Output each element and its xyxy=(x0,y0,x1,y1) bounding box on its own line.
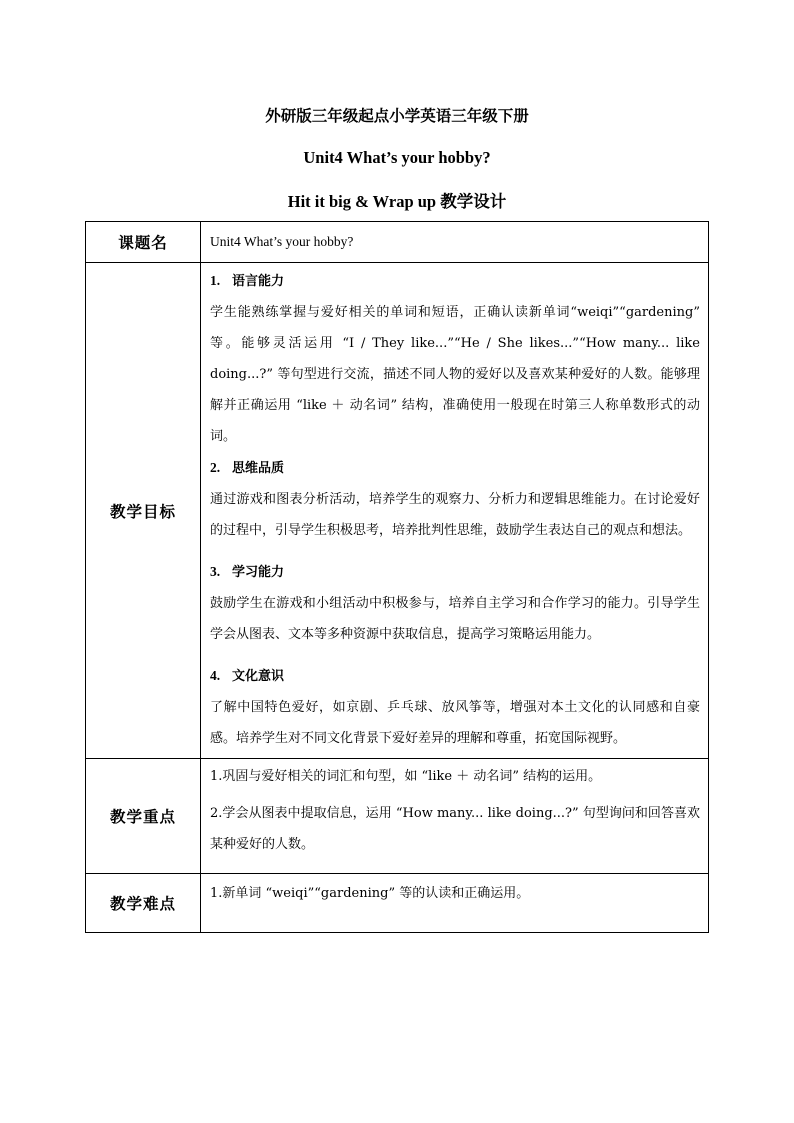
goal-text: 鼓励学生在游戏和小组活动中积极参与，培养自主学习和合作学习的能力。引导学生学会从图表、文本等多种资源中获取信息，提高学习策略运用能力。 xyxy=(210,596,700,642)
topic-value-text: Unit4 What’s your hobby? xyxy=(210,233,354,249)
goal-text: 了解中国特色爱好，如京剧、乒乓球、放风筝等，增强对本土文化的认同感和自豪感。培养学生对不同文化背景下爱好差异的理解和尊重，拓宽国际视野。 xyxy=(210,700,700,746)
goal-number: 4. xyxy=(210,668,221,683)
goal-section-heading xyxy=(210,660,700,692)
goal-text: 通过游戏和图表分析活动，培养学生的观察力、分析力和逻辑思维能力。在讨论爱好的过程中，引导学生积极思考，培养批判性思维，鼓励学生表达自己的观点和想法。 xyxy=(210,492,700,538)
difficulty-item: 1.新单词 “weiqi”“gardening” 等的认读和正确运用。 xyxy=(210,886,530,901)
goal-section-1 xyxy=(210,265,700,452)
goal-text: 学生能熟练掌握与爱好相关的单词和短语，正确认读新单词“weiqi”“gardening” 等。能够灵活运用 “I / They like...”“He / She likes...”“How many... like doing...?” 等句型进行交流，描述不同人物的爱好以及喜欢某种爱好的人数。能够理解并正确运用 “like ＋ 动名词” 结构，准确使用一般现在时第三人称单数形式的动词。 xyxy=(210,305,700,444)
goal-section-heading xyxy=(210,452,700,484)
table-row-key-points xyxy=(86,759,709,874)
unit-title: Unit4 What’s your hobby? xyxy=(303,148,491,167)
key-point-item: 2.学会从图表中提取信息，运用 “How many... like doing...?” 句型询问和回答喜欢某种爱好的人数。 xyxy=(210,806,700,852)
goals-label: 教学目标 xyxy=(86,263,201,759)
goal-title: 思维品质 xyxy=(232,461,285,476)
goal-section-heading xyxy=(210,556,700,588)
table-row-goals xyxy=(86,263,709,759)
key-points-content xyxy=(201,759,709,874)
goal-number: 3. xyxy=(210,564,221,579)
goal-title: 文化意识 xyxy=(232,669,285,684)
difficulties-label: 教学难点 xyxy=(86,874,201,933)
lesson-plan-table xyxy=(85,221,709,933)
spacer xyxy=(210,546,700,556)
goal-number: 2. xyxy=(210,460,221,475)
goal-section-4 xyxy=(210,660,700,754)
goal-title: 学习能力 xyxy=(232,565,285,580)
goal-section-3 xyxy=(210,556,700,650)
key-point-item: 1.巩固与爱好相关的词汇和句型，如 “like ＋ 动名词” 结构的运用。 xyxy=(210,769,602,784)
lesson-subtitle: Hit it big & Wrap up 教学设计 xyxy=(287,192,507,211)
topic-label: 课题名 xyxy=(86,222,201,263)
table-row-difficulties xyxy=(86,874,709,933)
goal-section-heading xyxy=(210,265,700,297)
table-row-topic xyxy=(86,222,709,263)
goal-number: 1. xyxy=(210,273,221,288)
goal-title: 语言能力 xyxy=(232,274,285,289)
goal-section-2 xyxy=(210,452,700,546)
spacer xyxy=(210,650,700,660)
difficulties-content xyxy=(201,874,709,933)
topic-value xyxy=(201,222,709,263)
document-title: 外研版三年级起点小学英语三年级下册 xyxy=(265,106,529,125)
key-points-label: 教学重点 xyxy=(86,759,201,874)
goals-content xyxy=(201,263,709,759)
